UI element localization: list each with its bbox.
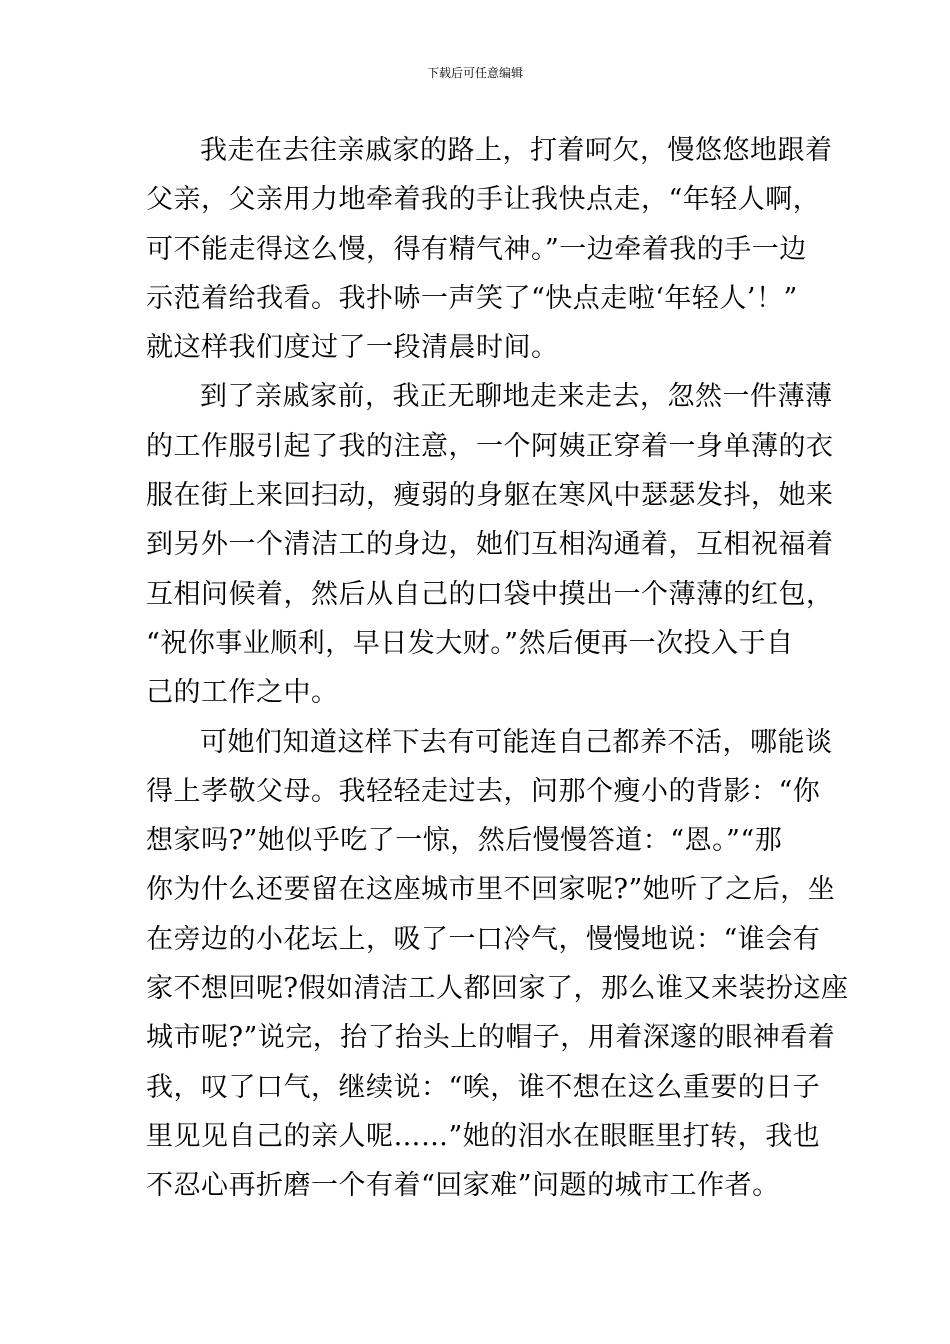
text-line: 可不能走得这么慢，得有精气神。”一边牵着我的手一边 (146, 233, 807, 265)
paragraph-2 (146, 372, 834, 717)
text-line: 不忍心再折磨一个有着“回家难”问题的城市工作者。 (146, 1170, 780, 1202)
text-line: 我走在去往亲戚家的路上，打着呵欠，慢悠悠地跟着 (200, 135, 833, 166)
text-line: 想家吗?”她似乎吃了一惊，然后慢慢答道：“恩。”“那 (146, 825, 783, 857)
text-line: 城市呢?”说完，抬了抬头上的帽子，用着深邃的眼神看着 (146, 1022, 836, 1054)
text-line: 的工作服引起了我的注意，一个阿姨正穿着一身单薄的衣 (146, 430, 834, 462)
document-body (146, 126, 849, 1211)
text-line: 在旁边的小花坛上，吸了一口冷气，慢慢地说：“谁会有 (146, 923, 821, 955)
text-line: 里见见自己的亲人呢……”她的泪水在眼眶里打转，我也 (146, 1120, 821, 1152)
page-header: 下载后可任意编辑 (426, 66, 523, 80)
text-line: 互相问候着，然后从自己的口袋中摸出一个薄薄的红包， (146, 578, 834, 610)
paragraph-3 (146, 718, 849, 1211)
text-line: 可她们知道这样下去有可能连自己都养不活，哪能谈 (200, 726, 833, 758)
text-line: 你为什么还要留在这座城市里不回家呢?”她听了之后，坐 (146, 874, 836, 906)
text-line: 服在街上来回扫动，瘦弱的身躯在寒风中瑟瑟发抖，她来 (146, 480, 834, 512)
text-line: 家不想回呢?假如清洁工人都回家了，那么谁又来装扮这座 (146, 973, 849, 1005)
text-line: 就这样我们度过了一段清晨时间。 (146, 332, 559, 364)
text-line: 己的工作之中。 (146, 677, 339, 709)
text-line: 得上孝敬父母。我轻轻走过去，问那个瘦小的背影：“你 (146, 775, 821, 807)
text-line: 父亲，父亲用力地牵着我的手让我快点走，“年轻人啊， (146, 184, 821, 216)
text-line: “祝你事业顺利，早日发大财。”然后便再一次投入于自 (146, 627, 794, 659)
text-line: 到了亲戚家前，我正无聊地走来走去，忽然一件薄薄 (200, 381, 833, 413)
text-line: 到另外一个清洁工的身边，她们互相沟通着，互相祝福着 (146, 529, 834, 561)
text-line: 示范着给我看。我扑哧一声笑了“快点走啦‘年轻人’！” (146, 282, 798, 314)
paragraph-1 (146, 126, 833, 372)
text-line: 我，叹了口气，继续说：“唉，谁不想在这么重要的日子 (146, 1071, 821, 1103)
